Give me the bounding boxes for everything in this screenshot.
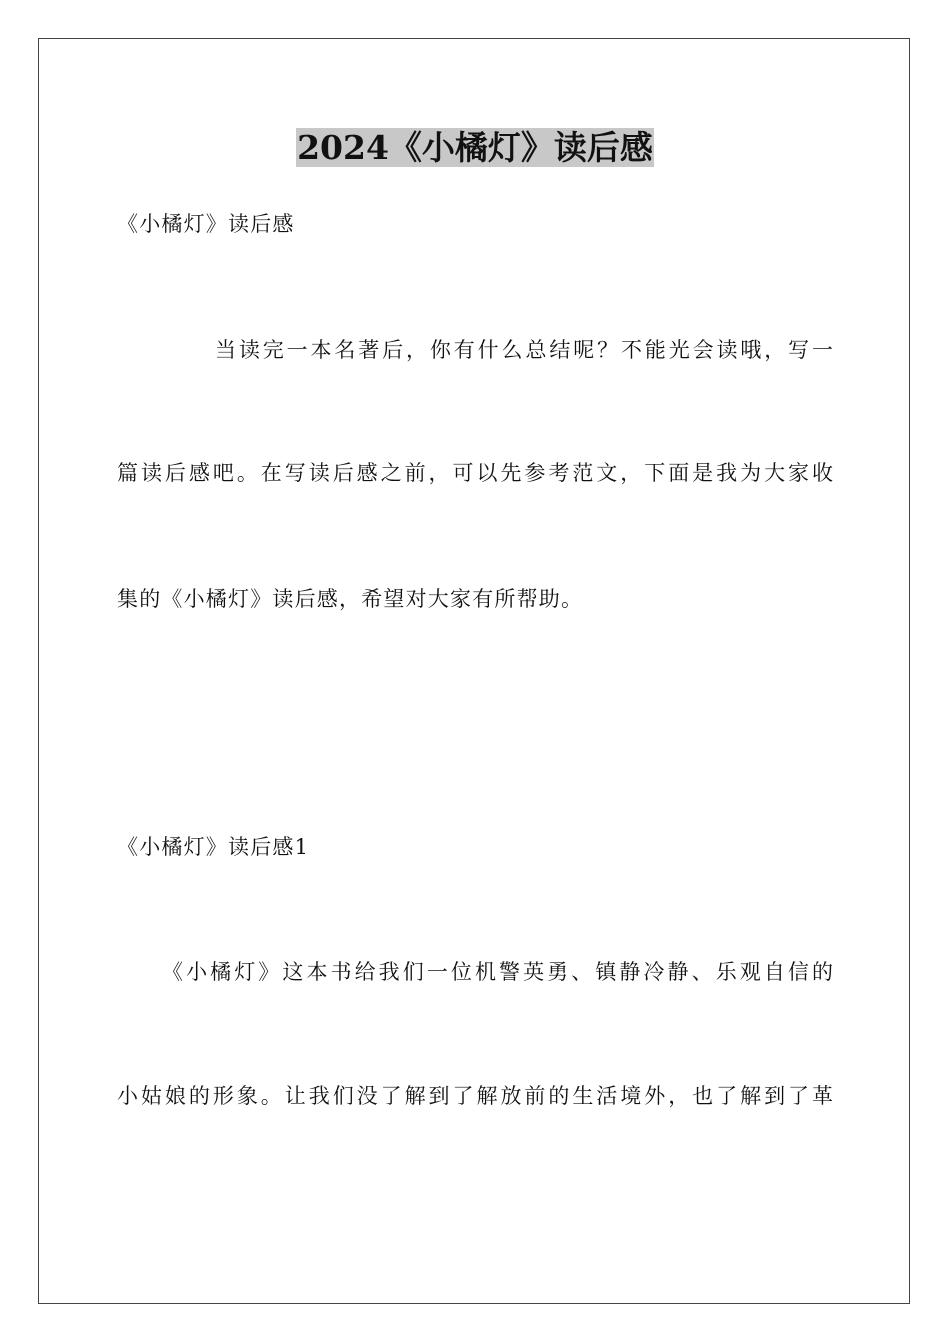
section-1-line-2: 小姑娘的形象。让我们没了解到了解放前的生活境外，也了解到了革 xyxy=(117,1084,833,1108)
document-title-text: 2024《小橘灯》读后感 xyxy=(297,128,653,167)
intro-line-3: 集的《小橘灯》读后感，希望对大家有所帮助。 xyxy=(117,587,584,611)
section-1-line-1: 《小橘灯》这本书给我们一位机警英勇、镇静冷静、乐观自信的 xyxy=(162,960,833,984)
intro-line-2: 篇读后感吧。在写读后感之前，可以先参考范文，下面是我为大家收 xyxy=(117,461,833,485)
subheading: 《小橘灯》读后感 xyxy=(117,212,295,236)
intro-line-1: 当读完一本名著后，你有什么总结呢？不能光会读哦，写一 xyxy=(215,338,833,362)
section-1-heading: 《小橘灯》读后感1 xyxy=(117,835,310,859)
document-title xyxy=(0,128,950,168)
